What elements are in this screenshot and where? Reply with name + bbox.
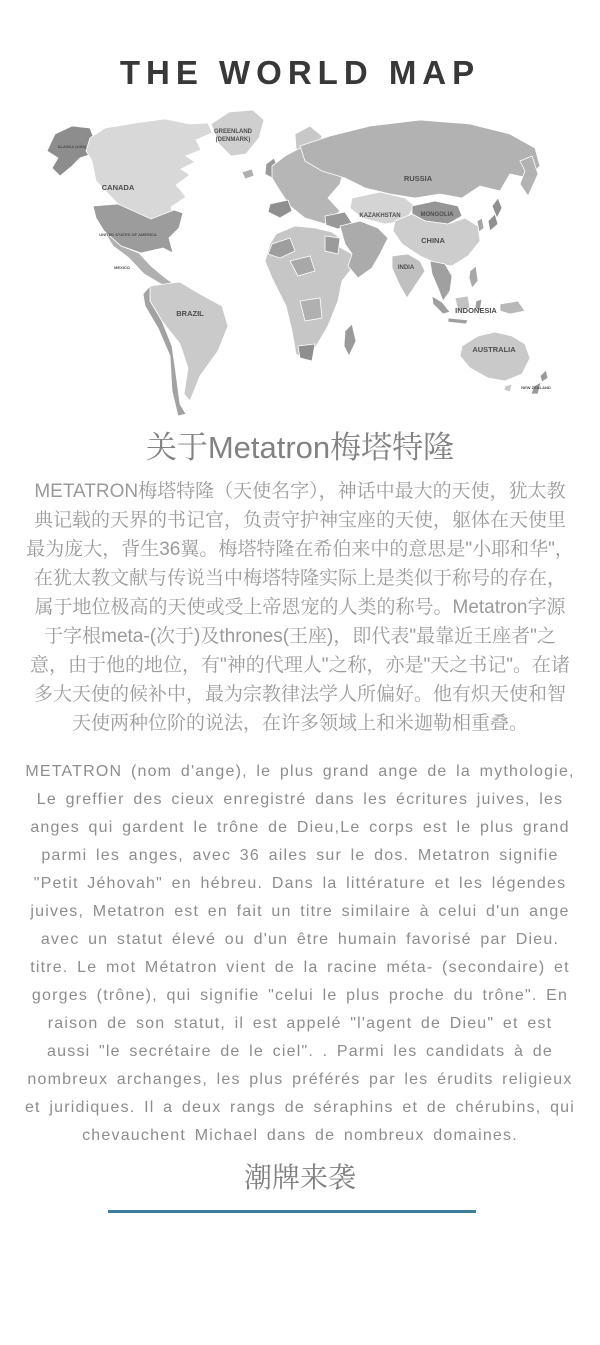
map-label: NEW ZEALAND: [521, 385, 551, 390]
map-label: CHINA: [421, 236, 445, 245]
map-label: KAZAKHSTAN: [359, 213, 401, 219]
map-label: UNITED STATES OF AMERICA: [99, 232, 157, 237]
world-map-svg: [0, 106, 600, 416]
map-label: CANADA: [101, 183, 135, 192]
footer-heading: 潮牌来袭: [243, 1162, 356, 1193]
map-label: AUSTRALIA: [472, 345, 516, 354]
page-title: THE WORLD MAP: [119, 54, 481, 91]
map-label: BRAZIL: [176, 309, 204, 318]
map-label: (DENMARK): [215, 137, 251, 143]
cn-section-heading: 关于Metatron梅塔特隆: [145, 430, 455, 465]
cn-paragraph: METATRON梅塔特隆（天使名字），神话中最大的天使，犹太教典记载的天界的书记官，负责守护神宝座的天使，躯体在天使里最为庞大，背生36翼。梅塔特隆在希伯来中的意思是"小耶和华"，在犹太教文献与传说当中梅塔特隆实际上是类似于称号的存在，属于地位极高的天使或受上帝恩宠的人类的称号。Metatron字源于字根meta-(次于)及thrones(王座)，即代表"最靠近王座者"之意，由于他的地位，有"神的代理人"之称，亦是"天之书记"。在诸多大天使的候补中，最为宗教律法学人所偏好。他有炽天使和智天使两种位阶的说法，在许多领域上和米迦勒相重叠。: [26, 481, 574, 734]
map-label: RUSSIA: [403, 174, 433, 183]
map-label: INDIA: [397, 265, 415, 271]
fr-paragraph: METATRON (nom d'ange), le plus grand ange de la mythologie, Le greffier des cieux enregistré dans les écritures juives, les anges qui gardent le trône de Dieu,Le corps est le plus grand parmi les anges, avec 36 ailes sur le dos. Metatron signifie "Petit Jéhovah" en hébreu. Dans la littérature et les légendes juives, Metatron est en fait un titre similaire à celui d'un ange avec un statut élevé ou d'un être humain favorisé par Dieu. titre. Le mot Métatron vient de la racine méta- (secondaire) et gorges (trône), qui signifie "celui le plus proche du trône". En raison de son statut, il est appelé "l'agent de Dieu" et est aussi "le secrétaire de le ciel". . Parmi les candidats à de nombreux archanges, les plus préférés par les érudits religieux et juridiques. Il a deux rangs de séraphins et de chérubins, qui chevauchent Michael dans de nombreux domaines.: [24, 763, 576, 1144]
map-label: INDONESIA: [455, 306, 497, 315]
map-label: MEXICO: [114, 265, 130, 270]
world-map: [0, 106, 600, 416]
map-label: MONGOLIA: [420, 212, 454, 218]
continent-south-america: [143, 282, 228, 416]
map-label: ALASKA (USA): [57, 144, 87, 149]
divider-line: [108, 1210, 476, 1213]
map-label: GREENLAND: [213, 129, 253, 135]
